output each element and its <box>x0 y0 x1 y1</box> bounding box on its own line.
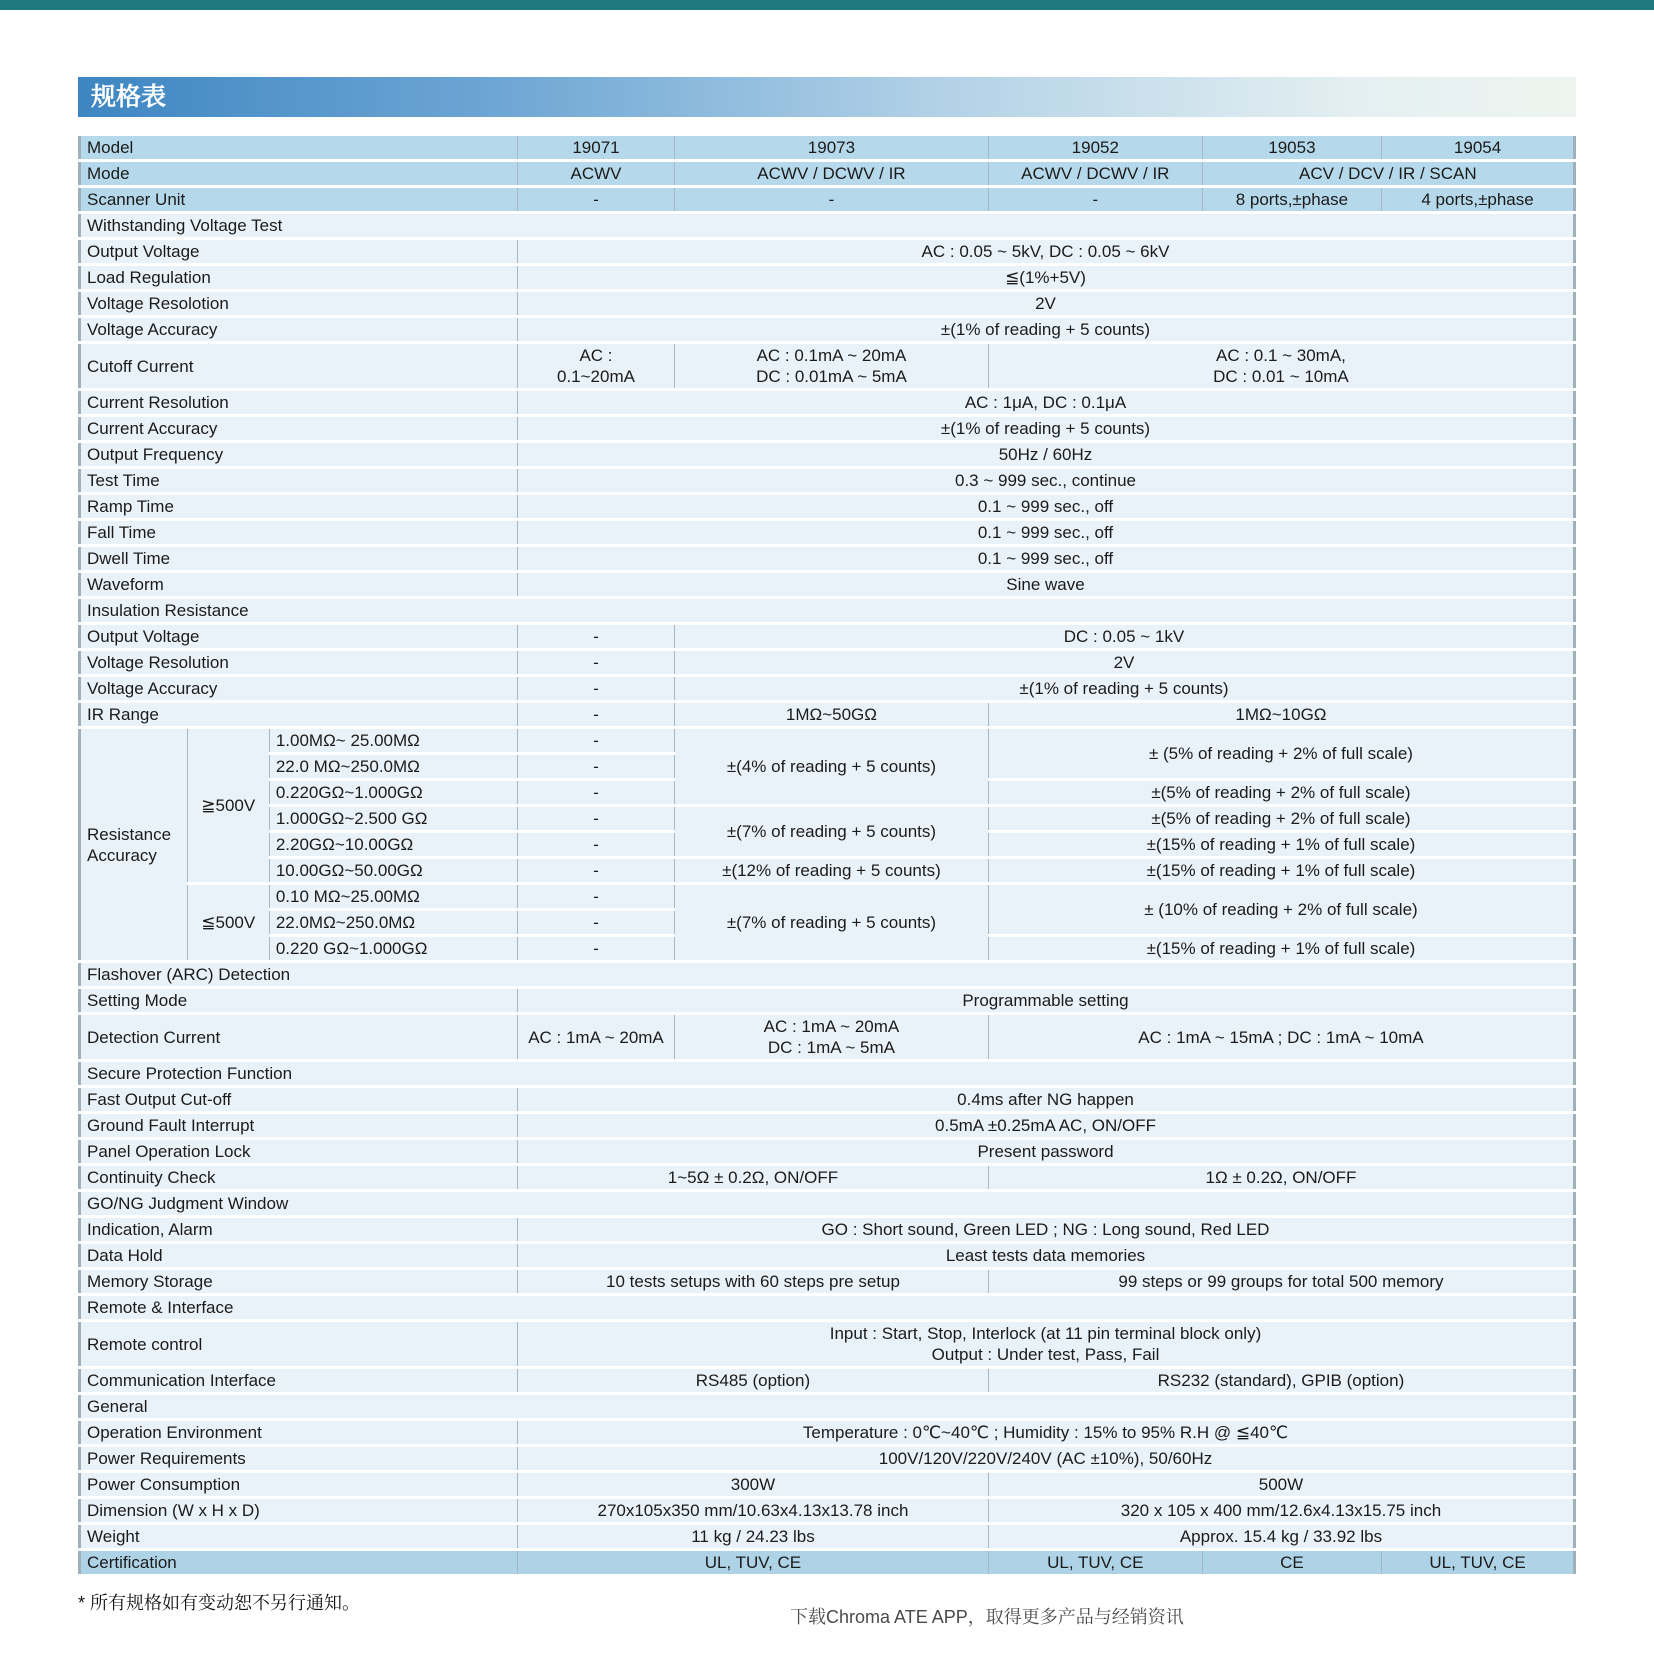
row-label: Indication, Alarm <box>80 1217 518 1243</box>
spec-value: ±(1% of reading + 5 counts) <box>518 416 1575 442</box>
spec-value: 1MΩ~10GΩ <box>988 702 1574 728</box>
row-label: Voltage Accuracy <box>80 676 518 702</box>
spec-value <box>674 1014 988 1061</box>
spec-value <box>674 343 988 390</box>
row-label: Test Time <box>80 468 518 494</box>
row-label: Setting Mode <box>80 988 518 1014</box>
voltage-group-label: ≧500V <box>187 728 269 884</box>
spec-value: 0.1 ~ 999 sec., off <box>518 546 1575 572</box>
row-label: Detection Current <box>80 1014 518 1061</box>
spec-value: CE <box>1202 1550 1381 1576</box>
spec-value: UL, TUV, CE <box>518 1550 989 1576</box>
range-label: 22.0MΩ~250.0MΩ <box>269 910 517 936</box>
section-row <box>80 213 1575 239</box>
spec-value: 320 x 105 x 400 mm/12.6x4.13x15.75 inch <box>988 1498 1574 1524</box>
row-certification <box>80 1550 1575 1576</box>
section-row <box>80 1191 1575 1217</box>
table-row <box>80 546 1575 572</box>
row-label: Voltage Resolution <box>80 650 518 676</box>
value-line: DC : 0.01 ~ 10mA <box>1213 367 1349 386</box>
row-label: Ramp Time <box>80 494 518 520</box>
section-header: Remote & Interface <box>80 1295 1575 1321</box>
resistance-accuracy-row <box>80 728 1575 754</box>
spec-value: ±(7% of reading + 5 counts) <box>674 806 988 858</box>
row-label: Fast Output Cut-off <box>80 1087 518 1113</box>
spec-value: ±(1% of reading + 5 counts) <box>518 317 1575 343</box>
spec-value: 1Ω ± 0.2Ω, ON/OFF <box>988 1165 1574 1191</box>
range-label: 22.0 MΩ~250.0MΩ <box>269 754 517 780</box>
spec-value: 50Hz / 60Hz <box>518 442 1575 468</box>
spec-value: 0.5mA ±0.25mA AC, ON/OFF <box>518 1113 1575 1139</box>
resistance-accuracy-row <box>80 858 1575 884</box>
row-label: Scanner Unit <box>80 187 518 213</box>
spec-value: RS485 (option) <box>518 1368 989 1394</box>
spec-value: ±(12% of reading + 5 counts) <box>674 858 988 884</box>
app-promo-text: 下载Chroma ATE APP，取得更多产品与经销资讯 <box>790 1607 1184 1627</box>
table-row <box>80 1368 1575 1394</box>
table-row <box>80 650 1575 676</box>
spec-value: 11 kg / 24.23 lbs <box>518 1524 989 1550</box>
table-row <box>80 1446 1575 1472</box>
section-row <box>80 1061 1575 1087</box>
table-row <box>80 1165 1575 1191</box>
spec-value: ±(15% of reading + 1% of full scale) <box>988 936 1574 962</box>
spec-value: - <box>518 650 675 676</box>
section-header: Insulation Resistance <box>80 598 1575 624</box>
row-label: Mode <box>80 161 518 187</box>
spec-value: - <box>518 910 675 936</box>
spec-value: - <box>674 187 988 213</box>
spec-value: - <box>518 884 675 910</box>
spec-value: - <box>518 702 675 728</box>
section-header: Flashover (ARC) Detection <box>80 962 1575 988</box>
row-ir-range <box>80 702 1575 728</box>
page-footer <box>78 1589 1576 1649</box>
spec-value: Temperature : 0℃~40℃ ; Humidity : 15% to 95% R.H @ ≦40℃ <box>518 1420 1575 1446</box>
section-header: Secure Protection Function <box>80 1061 1575 1087</box>
value-line: DC : 0.01mA ~ 5mA <box>756 367 907 386</box>
table-row <box>80 1087 1575 1113</box>
spec-value: - <box>518 624 675 650</box>
table-row <box>80 1420 1575 1446</box>
row-label: Voltage Resolotion <box>80 291 518 317</box>
spec-value: ±(15% of reading + 1% of full scale) <box>988 832 1574 858</box>
resistance-accuracy-row <box>80 806 1575 832</box>
table-row <box>80 1498 1575 1524</box>
row-label: Cutoff Current <box>80 343 518 390</box>
title-bar <box>78 77 1576 117</box>
spec-value: 500W <box>988 1472 1574 1498</box>
range-label: 2.20GΩ~10.00GΩ <box>269 832 517 858</box>
table-row <box>80 1524 1575 1550</box>
table-row <box>80 1243 1575 1269</box>
spec-value: AC : 1μA, DC : 0.1μA <box>518 390 1575 416</box>
spec-value: Sine wave <box>518 572 1575 598</box>
voltage-group-label: ≦500V <box>187 884 269 962</box>
row-label: Ground Fault Interrupt <box>80 1113 518 1139</box>
row-label: Output Voltage <box>80 239 518 265</box>
row-detection-current <box>80 1014 1575 1061</box>
spec-value: ±(15% of reading + 1% of full scale) <box>988 858 1574 884</box>
row-cutoff-current <box>80 343 1575 390</box>
spec-value: ACWV / DCWV / IR <box>674 161 988 187</box>
table-row <box>80 317 1575 343</box>
range-label: 1.00MΩ~ 25.00MΩ <box>269 728 517 754</box>
spec-value: Present password <box>518 1139 1575 1165</box>
spec-value: ± (10% of reading + 2% of full scale) <box>988 884 1574 936</box>
spec-value: ≦(1%+5V) <box>518 265 1575 291</box>
table-row <box>80 988 1575 1014</box>
spec-value: ±(7% of reading + 5 counts) <box>674 884 988 962</box>
table-row <box>80 390 1575 416</box>
spec-value: 99 steps or 99 groups for total 500 memory <box>988 1269 1574 1295</box>
spec-value: - <box>518 187 675 213</box>
row-label: Panel Operation Lock <box>80 1139 518 1165</box>
spec-value: 2V <box>674 650 1574 676</box>
spec-value: - <box>518 858 675 884</box>
table-row <box>80 239 1575 265</box>
range-label: 0.220 GΩ~1.000GΩ <box>269 936 517 962</box>
spec-value: 0.4ms after NG happen <box>518 1087 1575 1113</box>
spec-value: ± (5% of reading + 2% of full scale) <box>988 728 1574 780</box>
spec-value: RS232 (standard), GPIB (option) <box>988 1368 1574 1394</box>
spec-value: 0.3 ~ 999 sec., continue <box>518 468 1575 494</box>
table-row <box>80 494 1575 520</box>
spec-value: ±(5% of reading + 2% of full scale) <box>988 806 1574 832</box>
spec-value: - <box>518 936 675 962</box>
spec-value: ±(1% of reading + 5 counts) <box>674 676 1574 702</box>
value-line: AC : 0.1 ~ 30mA, <box>1215 346 1346 365</box>
value-line: AC : 1mA ~ 20mA <box>763 1017 900 1036</box>
spec-value: 10 tests setups with 60 steps pre setup <box>518 1269 989 1295</box>
spec-value: AC : 1mA ~ 15mA ; DC : 1mA ~ 10mA <box>988 1014 1574 1061</box>
value-line: AC : <box>579 346 613 365</box>
table-row <box>80 1113 1575 1139</box>
section-header: General <box>80 1394 1575 1420</box>
table-row <box>80 520 1575 546</box>
spec-value: GO : Short sound, Green LED ; NG : Long sound, Red LED <box>518 1217 1575 1243</box>
value-line: Output : Under test, Pass, Fail <box>931 1345 1160 1364</box>
spec-value: 270x105x350 mm/10.63x4.13x13.78 inch <box>518 1498 989 1524</box>
row-label: Load Regulation <box>80 265 518 291</box>
resistance-accuracy-row <box>80 884 1575 910</box>
spec-value <box>518 1321 1575 1368</box>
table-row <box>80 1472 1575 1498</box>
range-label: 0.220GΩ~1.000GΩ <box>269 780 517 806</box>
spec-value: UL, TUV, CE <box>988 1550 1202 1576</box>
range-label: 1.000GΩ~2.500 GΩ <box>269 806 517 832</box>
row-label: Current Resolution <box>80 390 518 416</box>
section-header: GO/NG Judgment Window <box>80 1191 1575 1217</box>
table-row <box>80 468 1575 494</box>
section-row <box>80 962 1575 988</box>
spec-value: - <box>518 806 675 832</box>
row-label: Current Accuracy <box>80 416 518 442</box>
value-line: 0.1~20mA <box>556 367 635 386</box>
spec-value: 300W <box>518 1472 989 1498</box>
row-label: Memory Storage <box>80 1269 518 1295</box>
spec-value: 0.1 ~ 999 sec., off <box>518 494 1575 520</box>
range-label: 10.00GΩ~50.00GΩ <box>269 858 517 884</box>
model-19071: 19071 <box>518 135 675 161</box>
spec-value: - <box>518 832 675 858</box>
spec-value: 2V <box>518 291 1575 317</box>
table-row <box>80 416 1575 442</box>
spec-value: ACWV / DCWV / IR <box>988 161 1202 187</box>
table-row <box>80 442 1575 468</box>
row-mode <box>80 161 1575 187</box>
row-label: Power Consumption <box>80 1472 518 1498</box>
spec-value: ACWV <box>518 161 675 187</box>
row-label: Weight <box>80 1524 518 1550</box>
model-19053: 19053 <box>1202 135 1381 161</box>
model-19052: 19052 <box>988 135 1202 161</box>
row-label: Power Requirements <box>80 1446 518 1472</box>
table-row <box>80 1139 1575 1165</box>
row-label: Dwell Time <box>80 546 518 572</box>
row-label: Certification <box>80 1550 518 1576</box>
section-row <box>80 598 1575 624</box>
section-row <box>80 1295 1575 1321</box>
row-remote-control <box>80 1321 1575 1368</box>
row-label: Fall Time <box>80 520 518 546</box>
spec-value: 4 ports,±phase <box>1382 187 1575 213</box>
row-label: Communication Interface <box>80 1368 518 1394</box>
range-label: 0.10 MΩ~25.00MΩ <box>269 884 517 910</box>
spec-value: - <box>988 187 1202 213</box>
spec-value: 100V/120V/220V/240V (AC ±10%), 50/60Hz <box>518 1446 1575 1472</box>
spec-value: AC : 0.05 ~ 5kV, DC : 0.05 ~ 6kV <box>518 239 1575 265</box>
table-row <box>80 676 1575 702</box>
spec-value <box>518 343 675 390</box>
row-label: Operation Environment <box>80 1420 518 1446</box>
row-label: Resistance Accuracy <box>80 728 188 962</box>
footnote: * 所有规格如有变动恕不另行通知。 <box>78 1593 361 1613</box>
spec-value: - <box>518 676 675 702</box>
spec-value: DC : 0.05 ~ 1kV <box>674 624 1574 650</box>
spec-value: - <box>518 780 675 806</box>
table-row <box>80 624 1575 650</box>
value-line: Input : Start, Stop, Interlock (at 11 pin terminal block only) <box>829 1324 1262 1343</box>
top-accent-bar <box>0 0 1654 10</box>
row-label: Output Voltage <box>80 624 518 650</box>
page-title: 规格表 <box>91 83 167 111</box>
row-label: Dimension (W x H x D) <box>80 1498 518 1524</box>
spec-value: ±(5% of reading + 2% of full scale) <box>988 780 1574 806</box>
row-label: Waveform <box>80 572 518 598</box>
table-row <box>80 265 1575 291</box>
row-scanner-unit <box>80 187 1575 213</box>
section-header: Withstanding Voltage Test <box>80 213 1575 239</box>
table-row <box>80 291 1575 317</box>
row-model <box>80 135 1575 161</box>
spec-value: - <box>518 754 675 780</box>
model-19073: 19073 <box>674 135 988 161</box>
row-label: Remote control <box>80 1321 518 1368</box>
spec-value: 8 ports,±phase <box>1202 187 1381 213</box>
spec-value: 1MΩ~50GΩ <box>674 702 988 728</box>
page-container <box>78 77 1576 1649</box>
value-line: DC : 1mA ~ 5mA <box>767 1038 895 1057</box>
spec-value: ±(4% of reading + 5 counts) <box>674 728 988 806</box>
row-label: Voltage Accuracy <box>80 317 518 343</box>
row-label: Continuity Check <box>80 1165 518 1191</box>
spec-value: Programmable setting <box>518 988 1575 1014</box>
spec-value: ACV / DCV / IR / SCAN <box>1202 161 1574 187</box>
spec-value: Least tests data memories <box>518 1243 1575 1269</box>
spec-value: Approx. 15.4 kg / 33.92 lbs <box>988 1524 1574 1550</box>
spec-value: UL, TUV, CE <box>1382 1550 1575 1576</box>
spec-value: AC : 1mA ~ 20mA <box>518 1014 675 1061</box>
spec-table <box>78 133 1576 1577</box>
row-label: Output Frequency <box>80 442 518 468</box>
spec-value <box>988 343 1574 390</box>
table-row <box>80 1269 1575 1295</box>
row-label: Data Hold <box>80 1243 518 1269</box>
row-label: IR Range <box>80 702 518 728</box>
spec-value: 1~5Ω ± 0.2Ω, ON/OFF <box>518 1165 989 1191</box>
model-19054: 19054 <box>1382 135 1575 161</box>
spec-value: 0.1 ~ 999 sec., off <box>518 520 1575 546</box>
section-row <box>80 1394 1575 1420</box>
table-row <box>80 1217 1575 1243</box>
row-label: Model <box>80 135 518 161</box>
table-row <box>80 572 1575 598</box>
spec-value: - <box>518 728 675 754</box>
value-line: AC : 0.1mA ~ 20mA <box>756 346 907 365</box>
